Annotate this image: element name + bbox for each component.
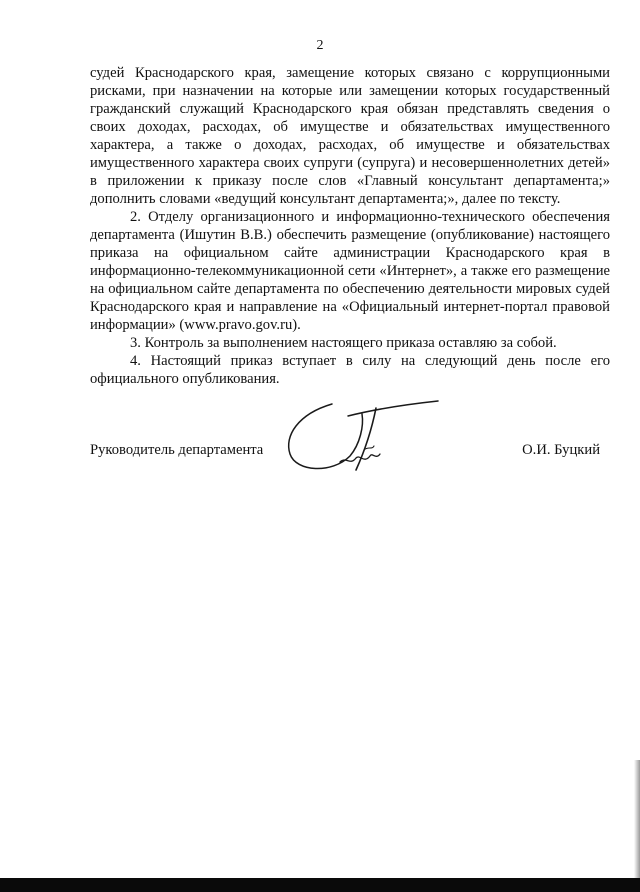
paragraph-item-3: 3. Контроль за выполнением настоящего приказа оставляю за собой. xyxy=(130,335,557,351)
page-number: 2 xyxy=(316,38,324,53)
scan-bottom-border xyxy=(0,878,640,892)
signatory-title: Руководитель департамента xyxy=(90,442,264,458)
paragraph-continuation: судей Краснодарского края, замещение которых связано с коррупционными рисками, при назначении на которые или замещении которых государственный гражданский служащий Краснодарского края обязан представлять сведения о своих доходах, расходах, об имуществе и обязательствах имущественного характера, а также о доходах, расходах, об имуществе и обязательствах имущественного характера своих супруги (супруга) и несовершеннолетних детей» в приложении к приказу после слов «Главный консультант департамента;» дополнить словами «ведущий консультант департамента;», далее по тексту. xyxy=(90,65,610,207)
paragraph-item-4: 4. Настоящий приказ вступает в силу на следующий день после его официального опубликования. xyxy=(90,353,610,387)
scan-edge-shadow xyxy=(634,760,640,878)
paragraph-item-2: 2. Отделу организационного и информационно-технического обеспечения департамента (Ишутин В.В.) обеспечить размещение (опубликование) настоящего приказа на официальном сайте администрации Краснодарского края в информационно-телекоммуникационной сети «Интернет», а также его размещение на официальном сайте департамента по обеспечению деятельности мировых судей Краснодарского края и направление на «Официальный интернет-портал правовой информации» (www.pravo.gov.ru). xyxy=(90,209,610,333)
handwritten-signature xyxy=(280,398,450,478)
document-body xyxy=(90,64,610,388)
signatory-name: О.И. Буцкий xyxy=(522,442,600,458)
